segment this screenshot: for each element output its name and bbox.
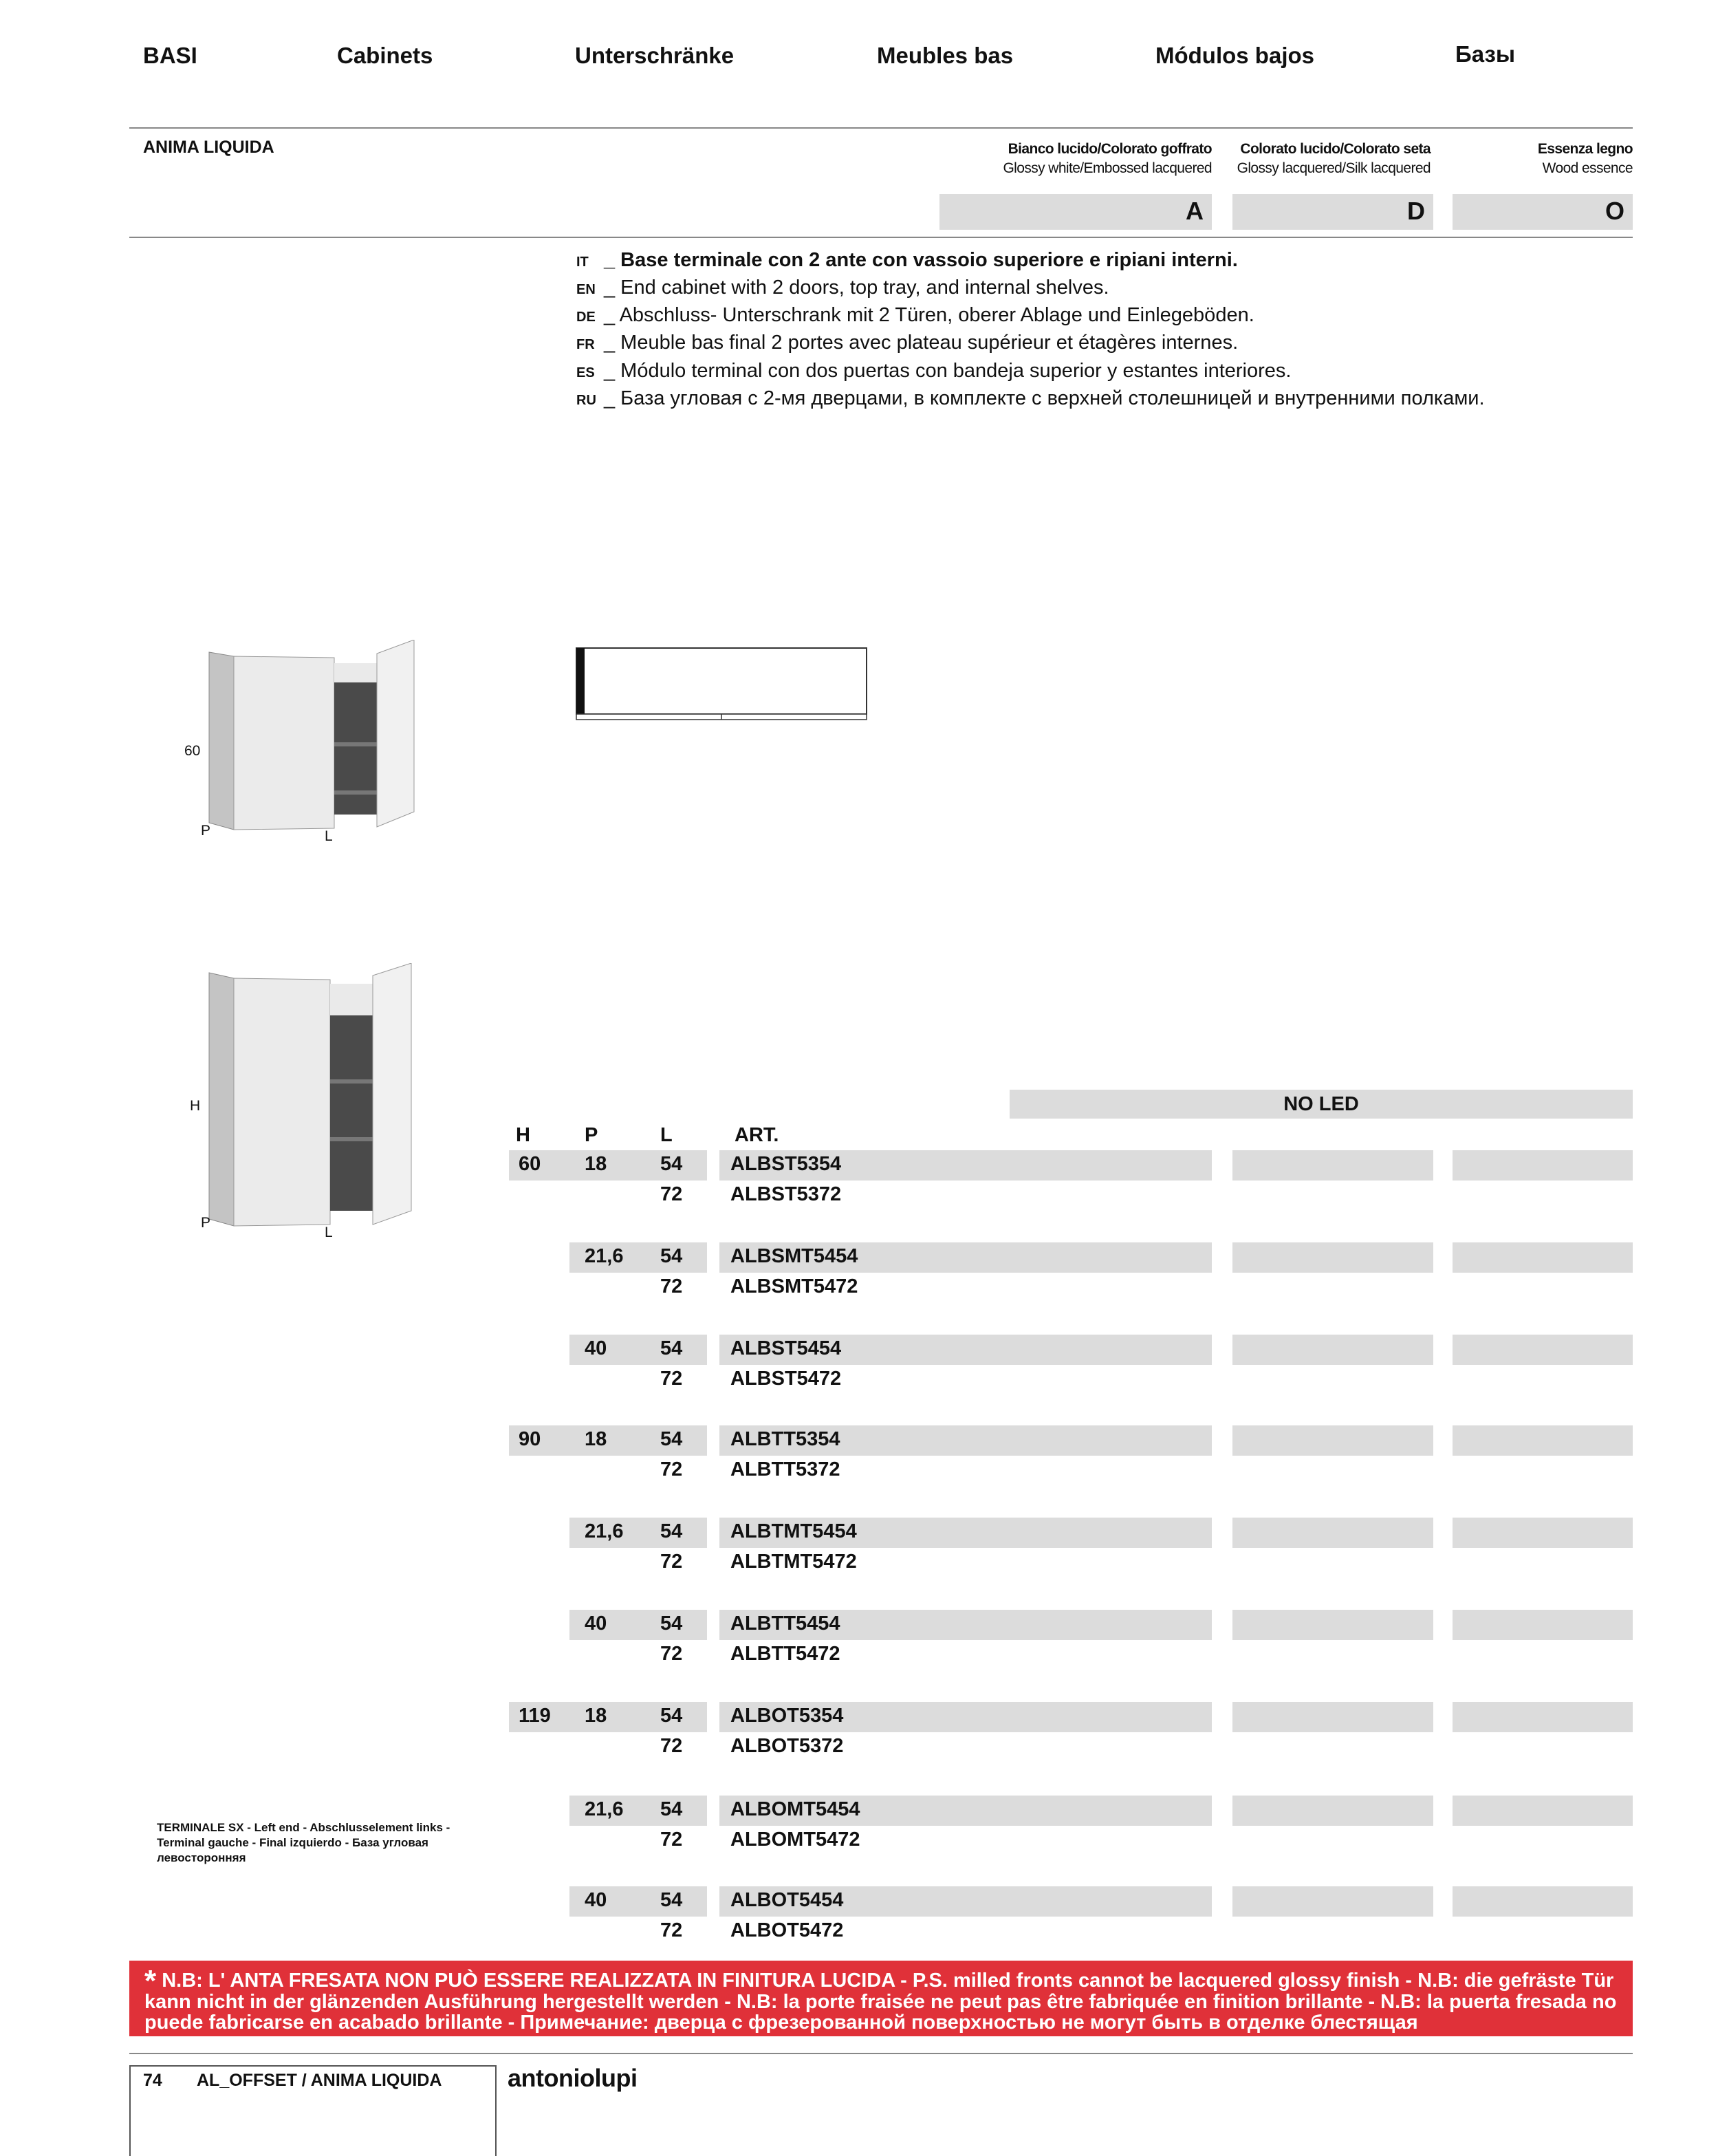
table-row-band — [1232, 1335, 1433, 1365]
cell-l: 72 — [660, 1368, 683, 1390]
plan-view-drawing — [575, 647, 871, 722]
table-row-band — [1453, 1335, 1633, 1365]
section-title: ANIMA LIQUIDA — [143, 138, 274, 157]
cell-l: 54 — [660, 1613, 683, 1635]
cell-art: ALBTT5472 — [730, 1643, 840, 1665]
cell-art: ALBOT5472 — [730, 1919, 844, 1941]
cell-h: 90 — [519, 1428, 541, 1450]
cell-l: 72 — [660, 1829, 683, 1851]
cell-art: ALBTT5372 — [730, 1458, 840, 1480]
header-category-bazy: Базы — [1455, 41, 1516, 67]
cell-art: ALBSMT5472 — [730, 1275, 858, 1297]
header-category-cabinets: Cabinets — [337, 43, 433, 68]
table-row-band — [1453, 1150, 1633, 1181]
col-header-art: ART. — [735, 1124, 779, 1146]
header-category-modulos-bajos: Módulos bajos — [1155, 43, 1314, 68]
cell-l: 72 — [660, 1551, 683, 1573]
finish-code-a-text: A — [1186, 197, 1204, 225]
cell-art: ALBOT5372 — [730, 1735, 844, 1757]
col-header-l: L — [660, 1124, 673, 1146]
cell-l: 54 — [660, 1337, 683, 1359]
lang-code: IT — [576, 255, 589, 270]
table-row-band — [1232, 1425, 1433, 1456]
finish-o-label — [1453, 140, 1633, 178]
cell-l: 72 — [660, 1919, 683, 1941]
finish-a-en: Glossy white/Embossed lacquered — [1003, 160, 1212, 176]
cell-p: 21,6 — [585, 1798, 624, 1820]
header-category-basi: BASI — [143, 43, 197, 68]
description-es — [576, 360, 1291, 382]
lang-code: FR — [576, 337, 595, 352]
description-text: _ Base terminale con 2 ante con vassoio superiore e ripiani interni. — [604, 249, 1238, 271]
finish-divider — [129, 237, 1633, 238]
footer-divider — [129, 2053, 1633, 2054]
col-header-h: H — [516, 1124, 530, 1146]
col-header-p: P — [585, 1124, 598, 1146]
finish-o-en: Wood essence — [1542, 160, 1633, 176]
cell-p: 18 — [585, 1705, 607, 1727]
finish-code-o-text: O — [1605, 197, 1624, 225]
cell-l: 54 — [660, 1428, 683, 1450]
finish-code-a — [939, 194, 1212, 230]
page-number: 74 — [143, 2071, 162, 2090]
header-category-unterschraenke: Unterschränke — [575, 43, 735, 68]
table-row-band — [1453, 1886, 1633, 1917]
cell-l: 72 — [660, 1458, 683, 1480]
cell-art: ALBOMT5454 — [730, 1798, 860, 1820]
description-text: _ Abschluss- Unterschrank mit 2 Türen, oberer Ablage und Einlegeböden. — [604, 304, 1254, 326]
cell-art: ALBTMT5454 — [730, 1520, 857, 1542]
cell-h: 119 — [519, 1705, 551, 1727]
cell-art: ALBSMT5454 — [730, 1245, 858, 1267]
cell-art: ALBST5472 — [730, 1368, 842, 1390]
table-row-band — [1453, 1610, 1633, 1640]
table-row-band — [1453, 1425, 1633, 1456]
table-row-band — [1453, 1702, 1633, 1732]
large-p-label: P — [201, 1215, 211, 1231]
table-row-band — [1232, 1518, 1433, 1548]
table-row-band — [1453, 1242, 1633, 1273]
lang-code: RU — [576, 393, 596, 408]
cell-art: ALBST5454 — [730, 1337, 842, 1359]
description-text: _ End cabinet with 2 doors, top tray, and internal shelves. — [604, 277, 1109, 299]
finish-code-d — [1232, 194, 1433, 230]
cell-l: 54 — [660, 1245, 683, 1267]
table-row-band — [1232, 1796, 1433, 1826]
description-text: _ База угловая с 2-мя дверцами, в комплекте с верхней столешницей и внутренними полками. — [604, 387, 1485, 409]
large-l-label: L — [325, 1225, 333, 1240]
finish-d-en: Glossy lacquered/Silk lacquered — [1237, 160, 1431, 176]
finish-note-banner — [129, 1961, 1633, 2036]
cell-art: ALBST5354 — [730, 1153, 842, 1175]
cell-art: ALBTT5454 — [730, 1613, 840, 1635]
cell-p: 18 — [585, 1428, 607, 1450]
finish-d-label — [1232, 140, 1431, 178]
table-row-band — [1232, 1150, 1433, 1181]
cell-l: 72 — [660, 1735, 683, 1757]
cell-p: 18 — [585, 1153, 607, 1175]
finish-code-o — [1453, 194, 1633, 230]
lang-code: DE — [576, 310, 596, 325]
cell-art: ALBOT5354 — [730, 1705, 844, 1727]
cell-art: ALBOT5454 — [730, 1889, 844, 1911]
lang-code: EN — [576, 282, 596, 297]
small-p-label: P — [201, 823, 211, 839]
description-text: _ Meuble bas final 2 portes avec plateau supérieur et étagères internes. — [604, 332, 1239, 354]
description-it — [576, 249, 1238, 272]
note-asterisk: * — [144, 1964, 157, 1998]
table-row-band — [1232, 1886, 1433, 1917]
cell-art: ALBOMT5472 — [730, 1829, 860, 1851]
table-row-band — [1232, 1242, 1433, 1273]
table-row-band — [1232, 1610, 1433, 1640]
description-de — [576, 304, 1254, 327]
cell-p: 40 — [585, 1613, 607, 1635]
finish-a-name: Bianco lucido/Colorato goffrato — [1008, 141, 1212, 157]
table-row-band — [1453, 1796, 1633, 1826]
cabinet-drawing-large — [199, 963, 426, 1231]
small-height-label: 60 — [184, 743, 201, 759]
finish-o-name: Essenza legno — [1537, 141, 1633, 157]
cabinet-drawing-small — [199, 640, 426, 839]
cell-art: ALBST5372 — [730, 1183, 842, 1205]
footer-section: AL_OFFSET / ANIMA LIQUIDA — [197, 2071, 442, 2090]
lang-code: ES — [576, 365, 595, 380]
cell-l: 72 — [660, 1275, 683, 1297]
description-ru — [576, 387, 1485, 410]
cell-l: 72 — [660, 1643, 683, 1665]
small-l-label: L — [325, 828, 333, 844]
cell-l: 72 — [660, 1183, 683, 1205]
cell-art: ALBTT5354 — [730, 1428, 840, 1450]
cell-p: 21,6 — [585, 1245, 624, 1267]
finish-d-name: Colorato lucido/Colorato seta — [1240, 141, 1431, 157]
header-category-meubles-bas: Meubles bas — [877, 43, 1014, 68]
terminal-caption: TERMINALE SX - Left end - Abschlusselement links - Terminal gauche - Final izquierdo - База угловая левосторонняя — [157, 1821, 450, 1864]
cell-art: ALBTMT5472 — [730, 1551, 857, 1573]
table-row-band — [1453, 1518, 1633, 1548]
cell-l: 54 — [660, 1798, 683, 1820]
large-height-label: H — [190, 1098, 201, 1114]
no-led-header: NO LED — [1010, 1090, 1633, 1119]
cell-p: 40 — [585, 1889, 607, 1911]
cell-h: 60 — [519, 1153, 541, 1175]
description-en — [576, 277, 1109, 299]
finish-a-label — [939, 140, 1212, 178]
brand-logo: antoniolupi — [508, 2064, 638, 2092]
cell-l: 54 — [660, 1520, 683, 1542]
cell-p: 40 — [585, 1337, 607, 1359]
note-text: N.B: L' ANTA FRESATA NON PUÒ ESSERE REALIZZATA IN FINITURA LUCIDA - P.S. milled fronts cannot be lacquered glossy finish - N.B: die gefräste Tür kann nicht in der glänzenden Ausführung hergestellt werden - N.B: la porte fraisée ne peut pas être fabriquée en finition brillante - N.B: la puerta fresada no puede fabricarse en acabado brillante - Примечание: дверца с фрезерованной поверхностью не могут быть в отделке блестящая — [144, 1970, 1617, 2034]
table-row-band — [1232, 1702, 1433, 1732]
header-divider — [129, 127, 1633, 129]
cell-p: 21,6 — [585, 1520, 624, 1542]
description-fr — [576, 332, 1238, 354]
description-text: _ Módulo terminal con dos puertas con bandeja superior y estantes interiores. — [604, 360, 1292, 382]
cell-l: 54 — [660, 1153, 683, 1175]
cell-l: 54 — [660, 1705, 683, 1727]
cell-l: 54 — [660, 1889, 683, 1911]
finish-code-d-text: D — [1407, 197, 1425, 225]
